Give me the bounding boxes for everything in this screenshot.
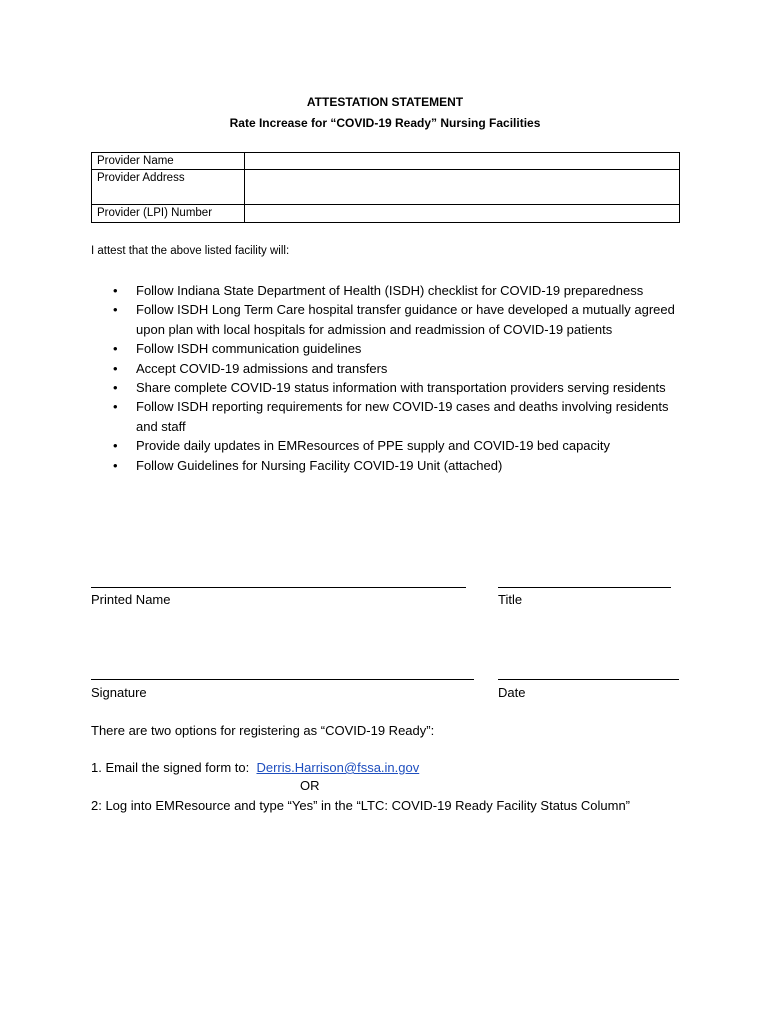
list-item	[91, 436, 681, 455]
provider-lpi-row	[92, 205, 680, 223]
provider-name-row	[92, 153, 680, 170]
list-item-text: Provide daily updates in EMResources of PPE supply and COVID-19 bed capacity	[136, 438, 611, 454]
list-item-text: Follow ISDH Long Term Care hospital transfer guidance or have developed a mutually agreed upon plan with local hospitals for admission and readmission of COVID-19 patients	[136, 302, 675, 337]
title-line[interactable]	[498, 587, 671, 588]
bullet-icon: •	[113, 283, 118, 298]
provider-address-field[interactable]	[245, 170, 680, 205]
provider-name-label: Provider Name	[92, 153, 245, 170]
list-item-text: Share complete COVID-19 status information with transportation providers serving residents	[136, 380, 666, 396]
printed-name-label: Printed Name	[91, 592, 171, 607]
provider-address-label: Provider Address	[92, 170, 245, 205]
provider-name-field[interactable]	[245, 153, 680, 170]
list-item-text: Follow ISDH communication guidelines	[136, 341, 362, 357]
list-item	[91, 300, 681, 339]
list-item	[91, 456, 681, 475]
option-1-text: 1. Email the signed form to:	[91, 760, 250, 775]
provider-info-table	[91, 152, 680, 223]
bullet-icon: •	[113, 341, 118, 357]
or-separator: OR	[300, 778, 320, 793]
list-item-text: Accept COVID-19 admissions and transfers	[136, 360, 388, 376]
list-item	[91, 281, 681, 300]
bullet-icon: •	[113, 302, 118, 318]
list-item-text: Follow Guidelines for Nursing Facility COVID-19 Unit (attached)	[136, 457, 503, 473]
list-item-text: Follow ISDH reporting requirements for new COVID-19 cases and deaths involving residents and staff	[136, 399, 669, 434]
list-item	[91, 359, 681, 378]
list-item	[91, 397, 681, 436]
bullet-icon: •	[113, 380, 118, 396]
option-1	[91, 760, 419, 775]
option-2: 2: Log into EMResource and type “Yes” in the “LTC: COVID-19 Ready Facility Status Column”	[91, 798, 631, 813]
list-item	[91, 378, 681, 397]
attest-intro: I attest that the above listed facility will:	[91, 245, 290, 257]
list-item	[91, 339, 681, 358]
bullet-icon: •	[113, 438, 118, 454]
printed-name-line[interactable]	[91, 587, 466, 588]
bullet-icon: •	[113, 457, 118, 473]
bullet-icon: •	[113, 399, 118, 415]
bullet-icon: •	[113, 360, 118, 376]
list-item-text: Follow Indiana State Department of Health (ISDH) checklist for COVID-19 preparedness	[136, 283, 644, 298]
options-intro: There are two options for registering as “COVID-19 Ready”:	[91, 723, 435, 738]
document-title: ATTESTATION STATEMENT	[306, 95, 464, 109]
document-subtitle: Rate Increase for “COVID-19 Ready” Nursing Facilities	[229, 116, 541, 130]
email-link[interactable]: Derris.Harrison@fssa.in.gov	[256, 760, 420, 775]
signature-line[interactable]	[91, 679, 474, 680]
attestation-list	[91, 281, 681, 475]
date-line[interactable]	[498, 679, 679, 680]
provider-lpi-label: Provider (LPI) Number	[92, 205, 245, 223]
provider-lpi-field[interactable]	[245, 205, 680, 223]
date-label: Date	[498, 685, 526, 700]
signature-label: Signature	[91, 685, 147, 700]
title-label: Title	[498, 592, 523, 607]
provider-address-row	[92, 170, 680, 205]
